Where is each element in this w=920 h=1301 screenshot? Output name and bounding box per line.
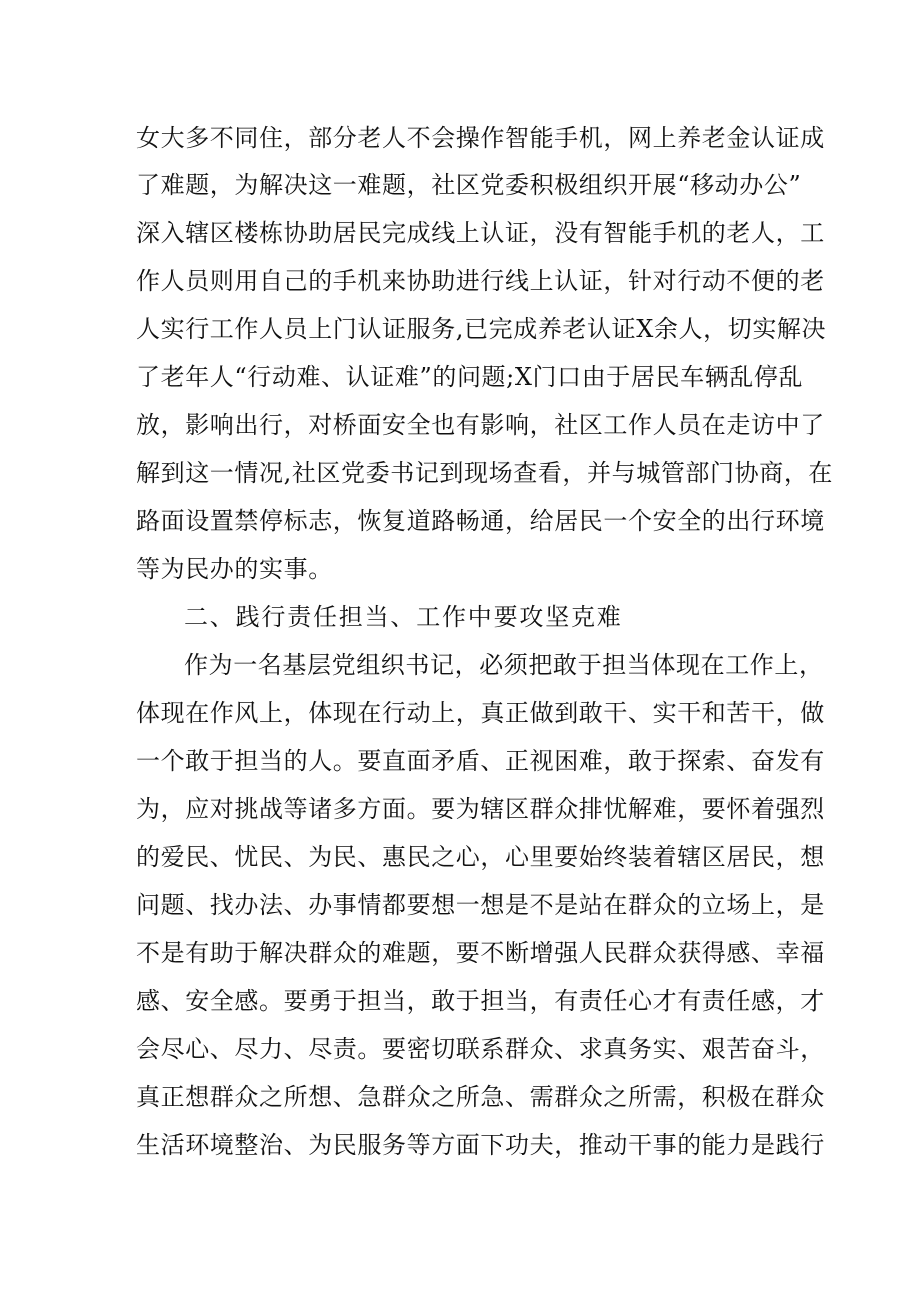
text-line: 不是有助于解决群众的难题，要不断增强人民群众获得感、幸福 <box>136 939 825 967</box>
text-line: 解到这一情况,社区党委书记到现场查看，并与城管部门协商，在 <box>136 459 834 487</box>
text-line: 作人员则用自己的手机来协助进行线上认证，针对行动不便的老 <box>136 267 825 295</box>
text-line: 一个敢于担当的人。要直面矛盾、正视困难，敢于探索、奋发有 <box>136 747 825 775</box>
text-line: 生活环境整治、为民服务等方面下功夫，推动干事的能力是践行 <box>136 1131 825 1159</box>
text-line: 深入辖区楼栋协助居民完成线上认证，没有智能手机的老人，工 <box>136 219 825 247</box>
text-line: 人实行工作人员上门认证服务,已完成养老认证X余人，切实解决 <box>136 315 827 343</box>
text-line: 了难题，为解决这一难题，社区党委积极组织开展“移动办公” <box>136 171 802 199</box>
text-line: 体现在作风上，体现在行动上，真正做到敢干、实干和苦干，做 <box>136 699 825 727</box>
text-line: 女大多不同住，部分老人不会操作智能手机，网上养老金认证成 <box>136 124 825 152</box>
text-line: 放，影响出行，对桥面安全也有影响，社区工作人员在走访中了 <box>136 411 825 439</box>
text-line: 感、安全感。要勇于担当，敢于担当，有责任心才有责任感，才 <box>136 987 825 1015</box>
text-line: 会尽心、尽力、尽责。要密切联系群众、求真务实、艰苦奋斗， <box>136 1035 825 1063</box>
text-line: 等为民办的实事。 <box>136 555 333 583</box>
text-line: 问题、找办法、办事情都要想一想是不是站在群众的立场上，是 <box>136 891 825 919</box>
text-line: 作为一名基层党组织书记，必须把敢于担当体现在工作上， <box>184 651 824 679</box>
text-line: 路面设置禁停标志，恢复道路畅通，给居民一个安全的出行环境 <box>136 507 825 535</box>
text-line: 真正想群众之所想、急群众之所急、需群众之所需，积极在群众 <box>136 1083 825 1111</box>
section-heading: 二、践行责任担当、工作中要攻坚克难 <box>184 603 623 631</box>
text-line: 的爱民、忧民、为民、惠民之心，心里要始终装着辖区居民，想 <box>136 843 825 871</box>
text-line: 为，应对挑战等诸多方面。要为辖区群众排忧解难，要怀着强烈 <box>136 795 825 823</box>
text-line: 了老年人“行动难、认证难”的问题;X门口由于居民车辆乱停乱 <box>136 363 804 391</box>
